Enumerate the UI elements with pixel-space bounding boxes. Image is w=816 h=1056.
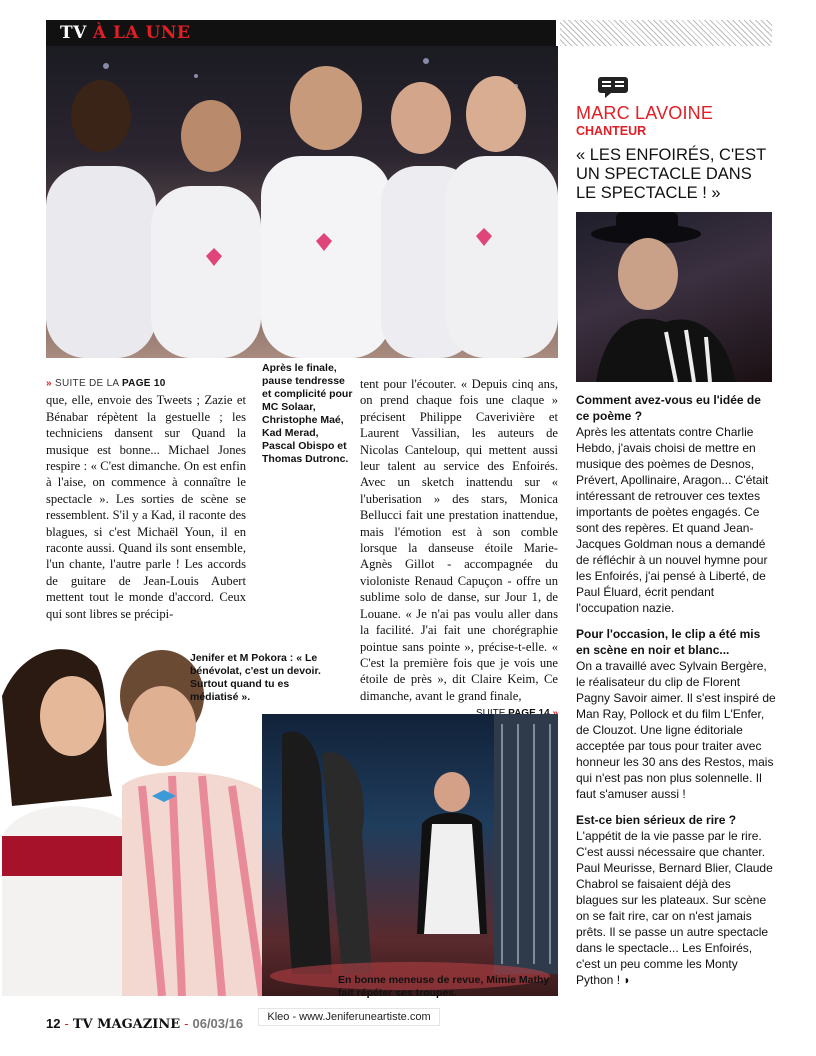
article-text-col2: tent pour l'écouter. « Depuis cinq ans, on prend chaque fois une claque » précisent Philippe Caverivière et Laurent Vassilian, les auteurs de Nicolas Canteloup, qui mettent aussi leur talent au service des Enfoirés. Avec un sketch inattendu sur « l'uberisation » des stars, Monica Bellucci fait une prestation inattendue, mais l'émotion est à son comble lorsque la danseuse étoile Marie-Agnès Gillot - accompagnée du violoniste Renaud Capuçon - offre un sublime solo de danse, sur Jour 1, de Louane. « Je n'ai pas voulu aller dans la facilité. J'ai fait une chorégraphie pointue sans pointe », précise-t-elle. « C'est la première fois que je vois une étoile de près », dit Claire Keim, Ce dimanche, avant le grand finale, xyxy=(360,377,558,703)
interviewee-role: CHANTEUR xyxy=(576,124,647,138)
section-header-band xyxy=(46,20,556,46)
interview-qa xyxy=(576,392,776,988)
section-title xyxy=(46,20,198,46)
footer-separator: - xyxy=(64,1016,69,1031)
speech-bubble-icon xyxy=(597,76,629,98)
issue-date: 06/03/16 xyxy=(192,1016,244,1031)
photo-mimie-mathy-drawing xyxy=(262,714,558,996)
article-text-col1: que, elle, envoie des Tweets ; Zazie et Bénabar répètent la gestuelle ; les techniciens dansent sur Quand la musique est bonne... Michael Jones respire : « C'est dimanche. On est enfin à l'aise, on commence à connaître le spectacle ». Les sorties de scène se ressemblent. S'il y a Kad, il raconte des blagues, si c'est Michaël Youn, il en raconte aussi. Quand ils sont ensemble, l'un chante, l'autre parle ! Les accords de guitare de Jean-Louis Aubert mettent tout le monde d'accord. Ceux qui sont libres se précipi- xyxy=(46,393,246,621)
interview-answer-3: L'appétit de la vie passe par le rire. C'est aussi nécessaire que chanter. Paul Meurisse, Bernard Blier, Claude Chabrol se faisaient déjà des blagues sur les plateaux. Sur scène on se fait rire, car on n'est jamais prêts. Il se passe un autre spectacle dans le spectacle... Les Enfoirés, c'est un peu comme les Monty Python ! ◗ xyxy=(576,829,773,987)
section-title-tv: TV xyxy=(60,23,87,43)
interviewee-name: MARC LAVOINE xyxy=(576,103,714,123)
watermark: Kleo - www.Jeniferuneartiste.com xyxy=(258,1008,440,1026)
photo-marc-lavoine xyxy=(576,212,772,382)
interview-answer-1: Après les attentats contre Charlie Hebdo, j'avais choisi de mettre en musique des poèmes de Desnos, Prévert, Apollinaire, Aragon... C'était intéressant de retrouver ces textes importants de poètes engagés. Ce sont des repères. Et quand Jean-Jacques Goldman nous a demandé de réfléchir à un nouvel hymne pour les Enfoirés, j'ai pensé à Liberté, de Paul Éluard, écrit pendant l'occupation nazie. xyxy=(576,425,769,615)
photo-finale-group xyxy=(46,46,558,358)
interview-question-1: Comment avez-vous eu l'idée de ce poème ? xyxy=(576,393,761,423)
continued-from-label: SUITE DE LA xyxy=(54,378,119,389)
interview-headline-quote: « LES ENFOIRÉS, C'EST UN SPECTACLE DANS LE SPECTACLE ! » xyxy=(576,146,766,202)
continued-from-page: PAGE 10 xyxy=(121,378,166,389)
continued-from xyxy=(46,376,246,392)
footer-separator-2: - xyxy=(184,1016,189,1031)
caption-mimie: En bonne meneuse de revue, Mimie Mathy fait répéter ses troupes. xyxy=(338,974,550,999)
page-footer xyxy=(46,1016,243,1032)
photo-finale-group-drawing xyxy=(46,46,558,358)
photo-marc-lavoine-drawing xyxy=(576,212,772,382)
header-hatch-decoration xyxy=(560,20,772,46)
section-title-une: À LA UNE xyxy=(92,23,191,43)
caption-finale: Après le finale, pause tendresse et complicité pour MC Solaar, Christophe Maé, Kad Merad, Pascal Obispo et Thomas Dutronc. xyxy=(262,362,353,465)
interview-question-2: Pour l'occasion, le clip a été mis en scène en noir et blanc... xyxy=(576,627,761,657)
continued-from-arrow-icon: » xyxy=(46,378,52,389)
caption-jenifer: Jenifer et M Pokora : « Le bénévolat, c'est un devoir. Surtout quand tu es médiatisé ». xyxy=(190,652,321,703)
article-column-2 xyxy=(360,376,558,723)
magazine-name: TV MAGAZINE xyxy=(72,1017,181,1032)
interview-question-3: Est-ce bien sérieux de rire ? xyxy=(576,813,737,827)
interview-answer-2: On a travaillé avec Sylvain Bergère, le réalisateur du clip de Florent Pagny Savoir aimer. Il s'est inspiré de Man Ray, Pollock et du film L'Enfer, de Clouzot. Une ligne éditoriale acceptée par tous pour traiter avec honneur les 30 ans des Restos, mais qui n'est pas non plus solennelle. Il faut s'amuser aussi ! xyxy=(576,659,776,801)
photo-mimie-mathy xyxy=(262,714,558,996)
page-number: 12 xyxy=(46,1016,61,1031)
article-column-1 xyxy=(46,376,246,622)
